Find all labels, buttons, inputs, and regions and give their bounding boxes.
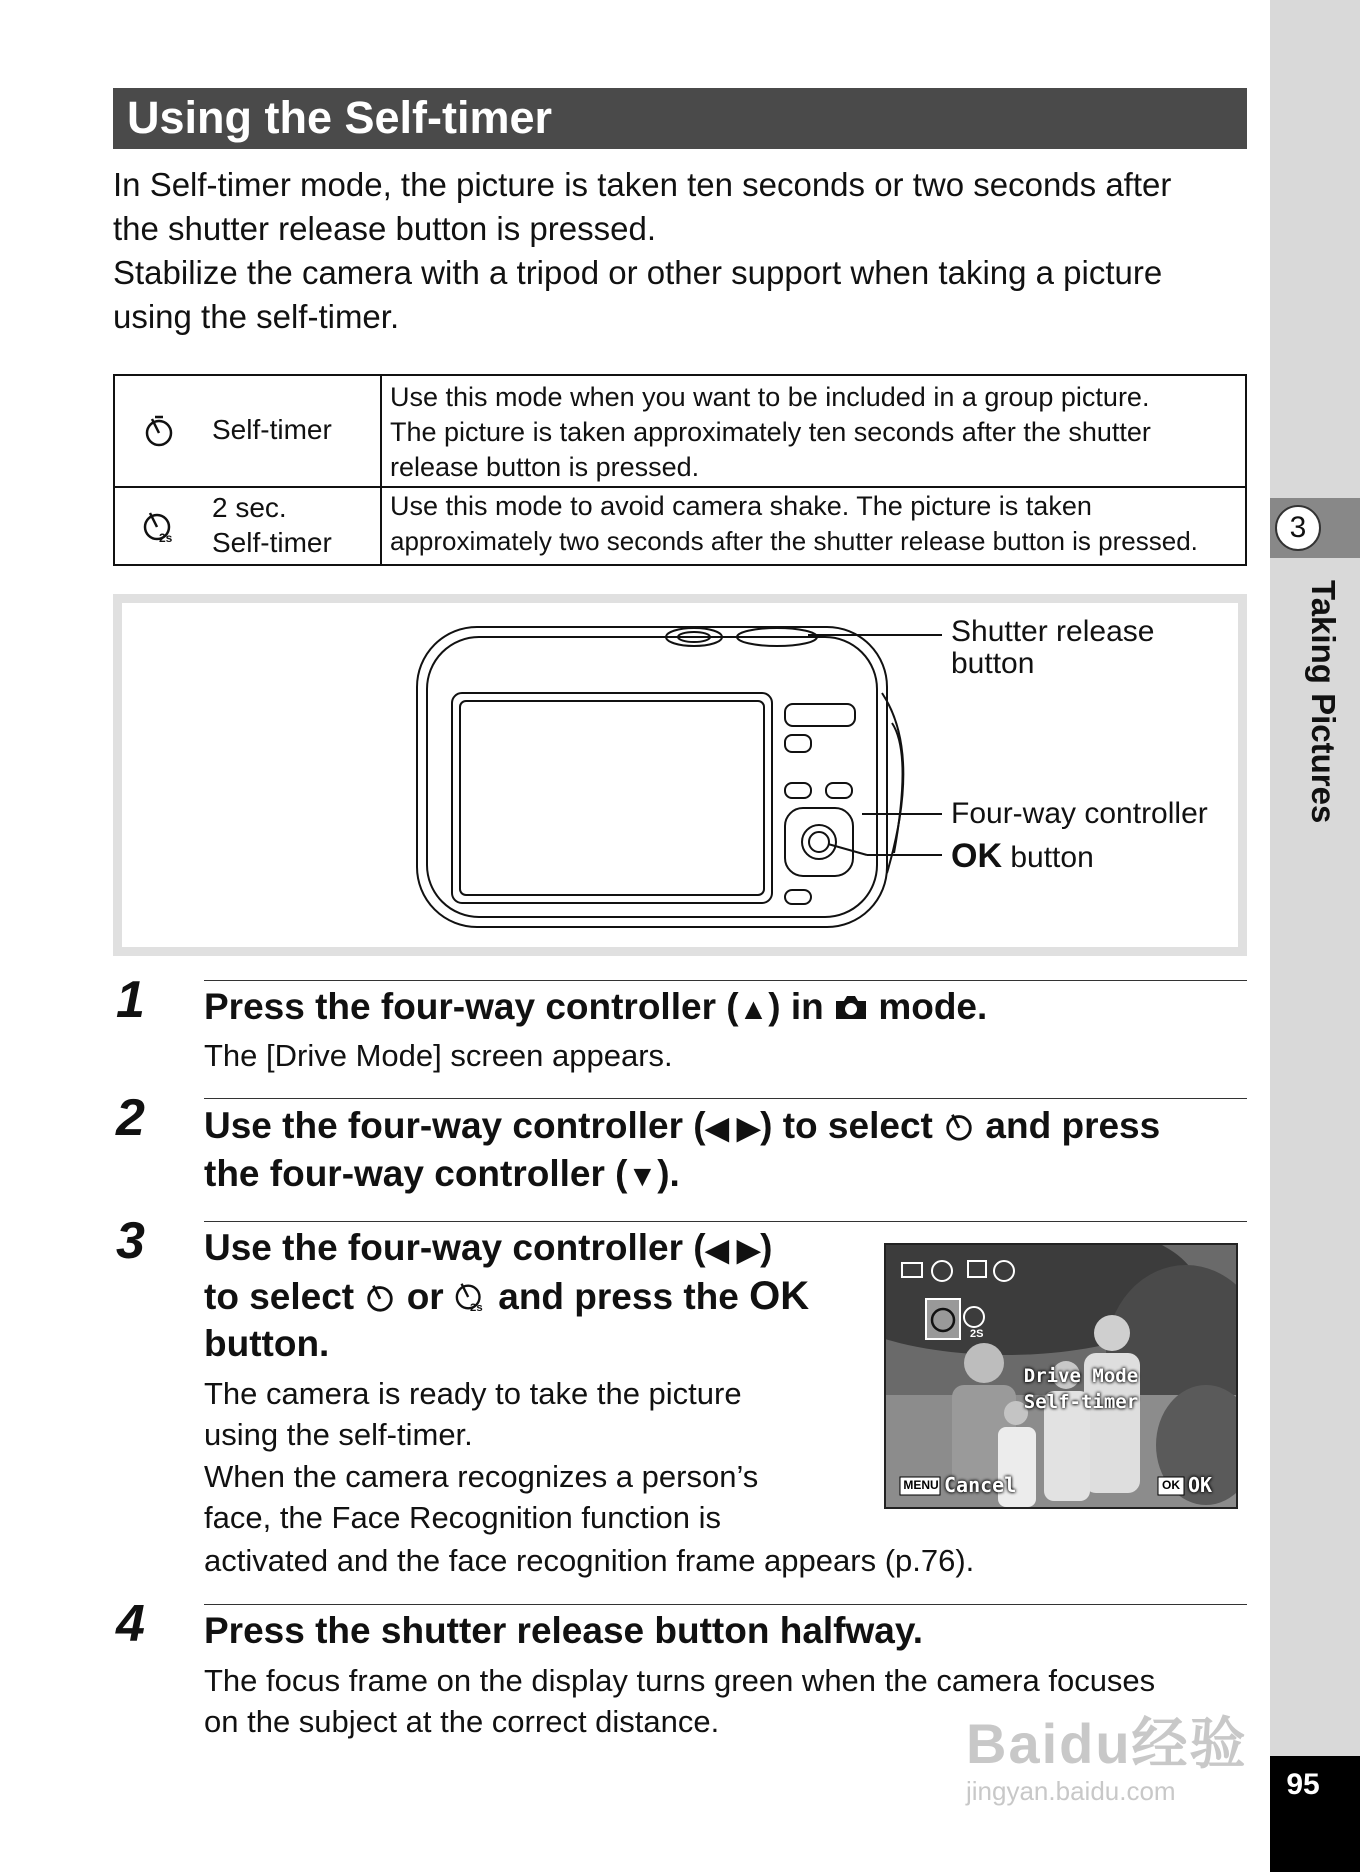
lcd-ok-key: OK [1162, 1478, 1180, 1492]
drive-mode-lcd-screenshot [884, 1243, 1238, 1509]
intro-line-3: Stabilize the camera with a tripod or other support when taking a picture [113, 254, 1163, 291]
lcd-mode-label: Drive Mode [1023, 1365, 1139, 1387]
chapter-side-strip [1270, 0, 1360, 1872]
step-3-heading-line-3: button. [204, 1323, 330, 1364]
step-2-heading-line-2: the four-way controller (▼). [204, 1153, 680, 1194]
table-mode-name: 2 sec. [212, 492, 287, 523]
svg-text:2S: 2S [970, 1328, 984, 1340]
step-3-heading-line-2: to select or 2s and press the OK [204, 1274, 810, 1318]
step-body-line: on the subject at the correct distance. [204, 1704, 720, 1739]
camera-back-illustration [122, 603, 1238, 947]
camera-figure [122, 603, 1238, 947]
intro-line-4: using the self-timer. [113, 298, 400, 335]
page-number: 95 [1286, 1768, 1320, 1801]
step-divider [204, 1604, 1247, 1605]
step-divider [204, 1098, 1247, 1099]
self-timer-icon [364, 1281, 396, 1313]
step-1-heading: Press the four-way controller (▲) in mode. [204, 986, 988, 1027]
ok-button-callout [951, 839, 1094, 875]
step-4-heading: Press the shutter release button halfway. [204, 1610, 923, 1651]
self-timer-2s-icon [142, 508, 178, 546]
step-number: 4 [116, 1595, 145, 1653]
section-title: Using the Self-timer [127, 92, 553, 143]
step-3-heading-line-1: Use the four-way controller (◀ ▶) [204, 1227, 773, 1268]
chapter-number: 3 [1275, 505, 1321, 551]
self-timer-2s-icon [454, 1279, 488, 1315]
four-way-callout: Four-way controller [951, 797, 1208, 830]
step-body-line: The camera is ready to take the picture [204, 1376, 742, 1411]
table-desc-line: approximately two seconds after the shutter release button is pressed. [390, 526, 1198, 556]
lcd-menu-key: MENU [903, 1478, 939, 1492]
table-desc-line: The picture is taken approximately ten seconds after the shutter [390, 417, 1151, 447]
table-desc-line: Use this mode when you want to be included in a group picture. [390, 382, 1150, 412]
camera-mode-icon [834, 993, 868, 1021]
step-number: 1 [116, 971, 145, 1029]
ok-callout-text: button [1010, 841, 1094, 874]
ok-symbol: OK [951, 837, 1002, 875]
self-timer-mode-table [113, 374, 1247, 566]
watermark-url: jingyan.baidu.com [966, 1776, 1176, 1806]
svg-text:2s: 2s [470, 1302, 483, 1315]
step-body-line: face, the Face Recognition function is [204, 1500, 721, 1535]
shutter-callout-line: button [951, 647, 1035, 680]
intro-line-2: the shutter release button is pressed. [113, 210, 656, 247]
step-body-line: activated and the face recognition frame appears (p.76). [204, 1543, 975, 1578]
step-body-line: using the self-timer. [204, 1417, 473, 1452]
step-body-line: When the camera recognizes a person’s [204, 1459, 759, 1494]
svg-text:2s: 2s [159, 531, 173, 545]
table-mode-name: Self-timer [212, 414, 332, 445]
step-divider [204, 980, 1247, 981]
table-desc-line: Use this mode to avoid camera shake. The picture is taken [390, 491, 1092, 521]
chapter-title: Taking Pictures [1305, 580, 1342, 824]
step-body-line: The [Drive Mode] screen appears. [204, 1038, 673, 1073]
lcd-cancel-label: Cancel [944, 1473, 1017, 1497]
table-desc-line: release button is pressed. [390, 452, 700, 482]
step-number: 2 [116, 1089, 145, 1147]
shutter-callout-line: Shutter release [951, 615, 1155, 648]
table-mode-name: Self-timer [212, 527, 332, 558]
step-body-line: The focus frame on the display turns green when the camera focuses [204, 1663, 1156, 1698]
step-number: 3 [116, 1212, 145, 1270]
lcd-selection-label: Self-timer [1023, 1391, 1139, 1413]
self-timer-icon [142, 414, 176, 448]
baidu-watermark [966, 1700, 1248, 1807]
step-divider [204, 1221, 1247, 1222]
lcd-ok-label: OK [1188, 1473, 1213, 1497]
intro-line-1: In Self-timer mode, the picture is taken ten seconds or two seconds after [113, 166, 1172, 203]
self-timer-icon [943, 1110, 975, 1142]
watermark-main: Baidu经验 [966, 1712, 1248, 1775]
step-2-heading-line-1: Use the four-way controller (◀ ▶) to select and press [204, 1105, 1161, 1146]
